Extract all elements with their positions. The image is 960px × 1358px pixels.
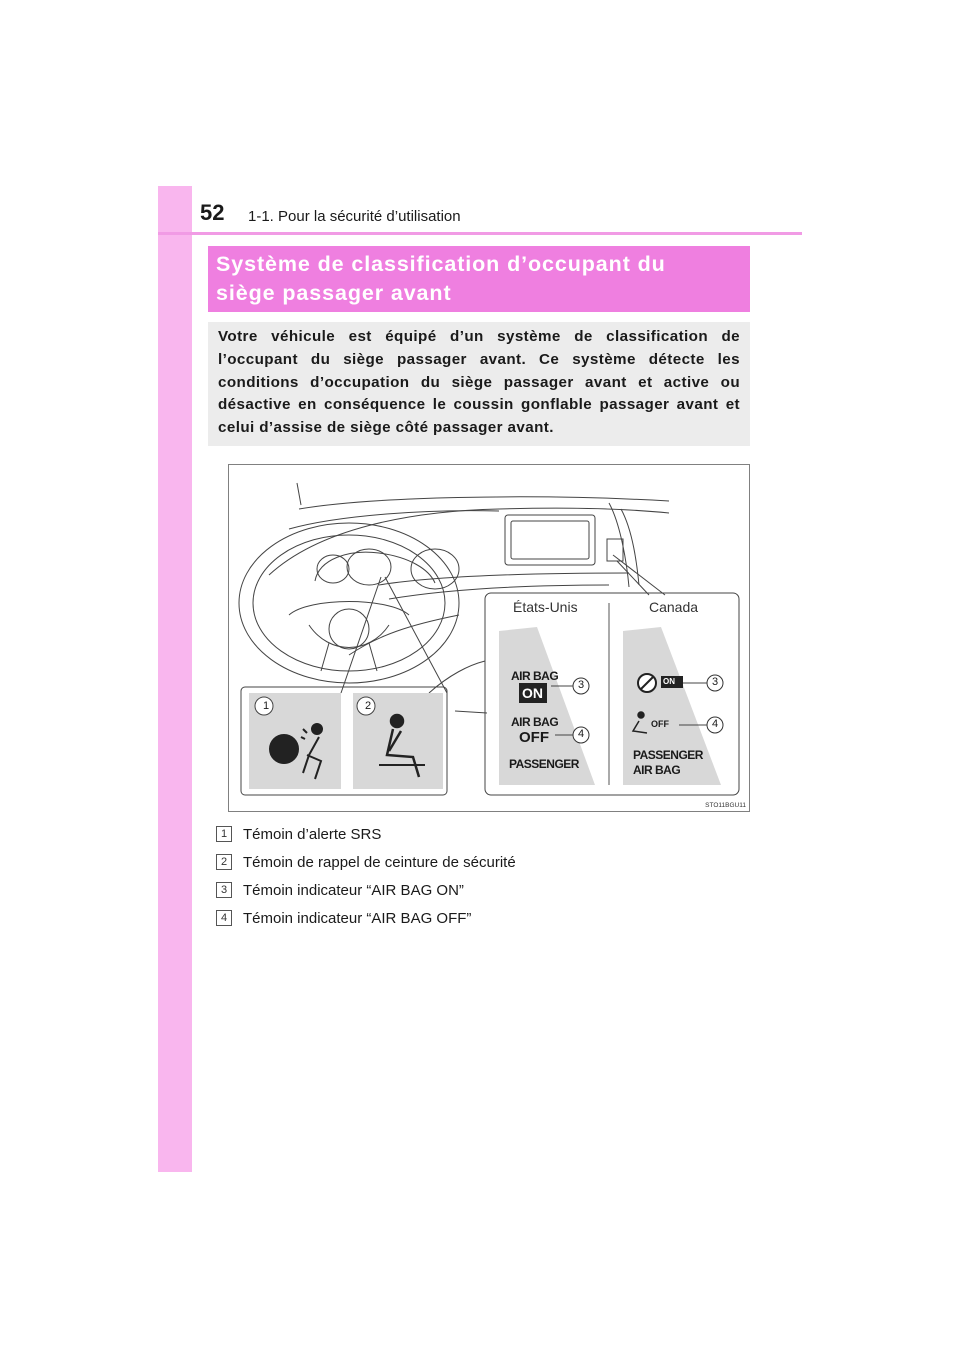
legend-number-badge: 4 — [216, 910, 232, 926]
legend-list — [216, 820, 756, 932]
section-title — [216, 250, 750, 308]
usa-airbag-off-heading: AIR BAG — [511, 715, 559, 729]
legend-number-badge: 3 — [216, 882, 232, 898]
usa-passenger-label: PASSENGER — [509, 757, 579, 771]
header-rule — [158, 232, 802, 235]
callout-4-usa: 4 — [577, 728, 585, 740]
intro-line: et celui d’assise de siège côté passager avant. — [218, 396, 740, 437]
dashboard-illustration — [228, 464, 750, 812]
legend-item — [216, 904, 756, 932]
callout-2: 2 — [364, 700, 372, 712]
chapter-side-strip — [158, 186, 192, 1172]
intro-box — [208, 322, 750, 446]
callout-3-usa: 3 — [577, 679, 585, 691]
section-label: 1-1. Pour la sécurité d’utilisation — [248, 208, 461, 225]
usa-label: États-Unis — [513, 599, 578, 615]
callout-1: 1 — [262, 700, 270, 712]
legend-item — [216, 876, 756, 904]
intro-line: Votre véhicule est équipé d’un système de classification de — [218, 328, 740, 345]
canada-airbag-label: AIR BAG — [633, 763, 681, 777]
callout-3-canada: 3 — [711, 676, 719, 688]
legend-number-badge: 2 — [216, 854, 232, 870]
legend-text: Témoin d’alerte SRS — [243, 825, 382, 843]
canada-on-state: ON — [663, 677, 675, 686]
legend-text: Témoin indicateur “AIR BAG OFF” — [243, 909, 472, 927]
intro-line: désactive en conséquence le coussin gonflable passager avant — [218, 396, 719, 414]
canada-label: Canada — [649, 599, 699, 615]
legend-text: Témoin de rappel de ceinture de sécurité — [243, 853, 516, 871]
legend-item — [216, 848, 756, 876]
usa-airbag-off-state: OFF — [519, 729, 549, 746]
callout-4-canada: 4 — [711, 718, 719, 730]
canada-passenger-label: PASSENGER — [633, 748, 703, 762]
section-title-line-2: siège passager avant — [216, 281, 452, 305]
intro-line: l’occupant du siège passager avant. Ce système détecte les — [218, 350, 740, 368]
section-title-line-1: Système de classification d’occupant du — [216, 252, 666, 276]
intro-paragraph — [218, 326, 740, 440]
legend-text: Témoin indicateur “AIR BAG ON” — [243, 881, 464, 899]
usa-airbag-on-state: ON — [522, 685, 543, 701]
legend-item — [216, 820, 756, 848]
intro-line: conditions d’occupation du siège passager avant et active ou — [218, 373, 740, 391]
usa-airbag-on-heading: AIR BAG — [511, 669, 559, 683]
figure-code: STO11BGU11 — [705, 802, 746, 809]
page-number: 52 — [200, 200, 225, 225]
section-title-box — [208, 246, 750, 312]
canada-off-state: OFF — [651, 719, 669, 729]
legend-number-badge: 1 — [216, 826, 232, 842]
